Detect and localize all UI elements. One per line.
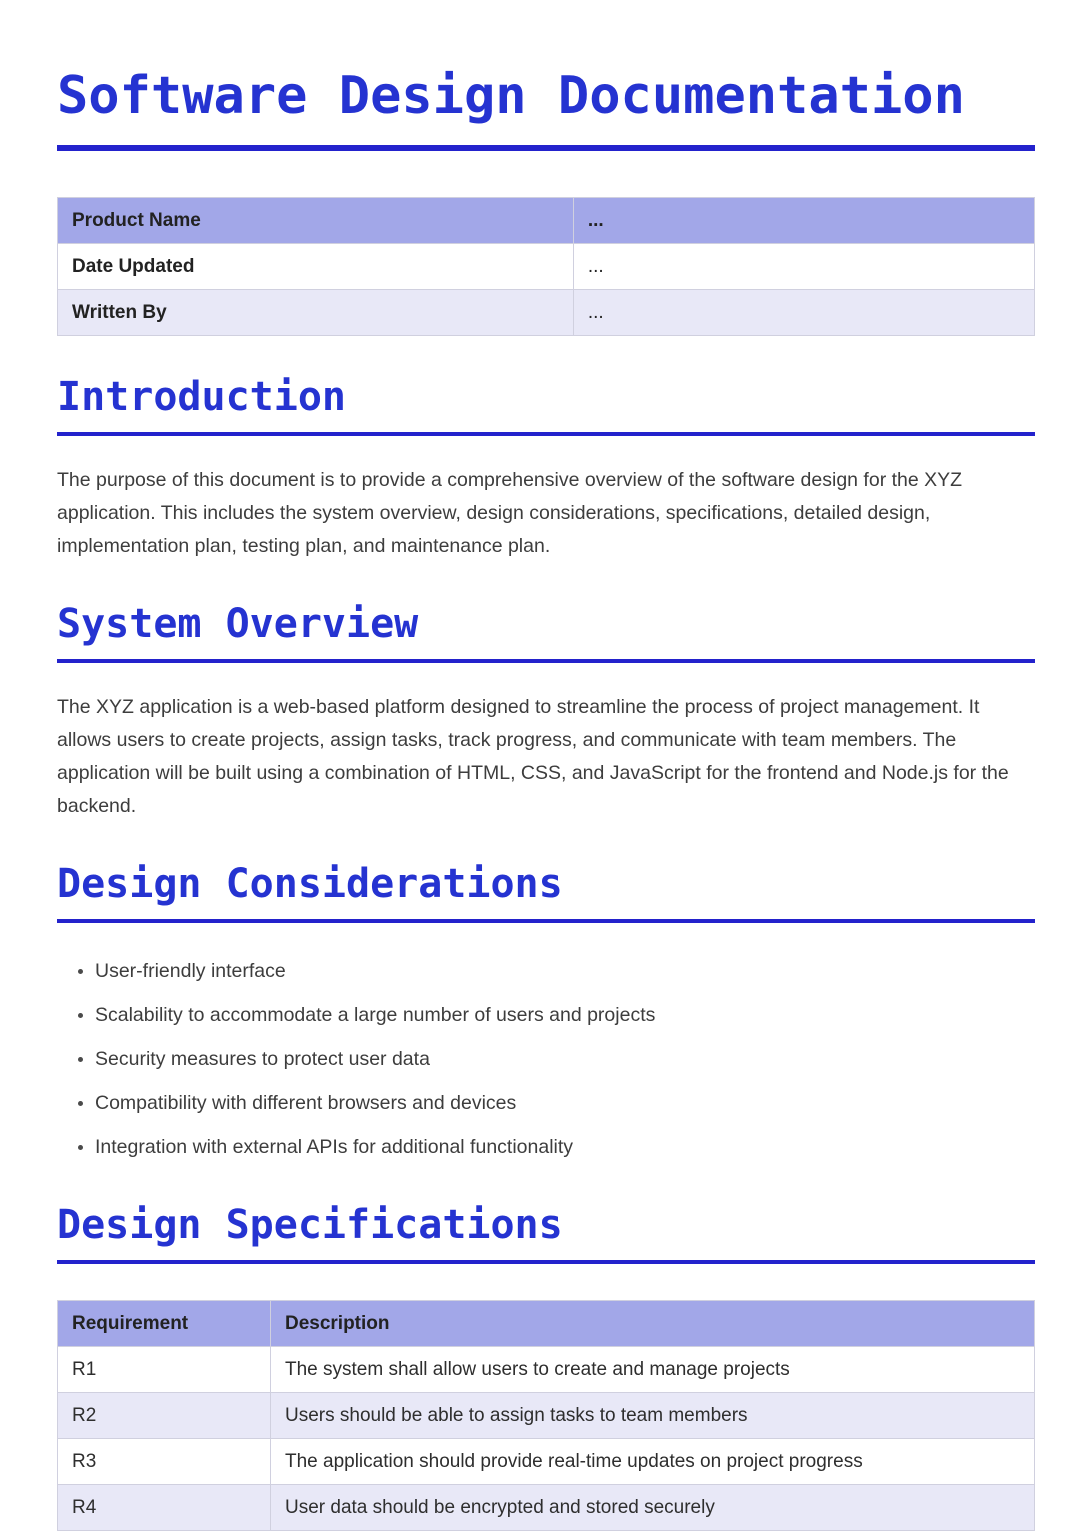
section-heading-design-considerations: Design Considerations [57, 859, 1035, 923]
requirements-header-cell: Requirement [58, 1301, 271, 1347]
list-item: Integration with external APIs for additional functionality [95, 1131, 1035, 1164]
section-heading-design-specifications: Design Specifications [57, 1200, 1035, 1264]
meta-label-product-name: Product Name [58, 198, 574, 244]
meta-label-written-by: Written By [58, 290, 574, 336]
requirement-id-cell: R3 [58, 1439, 271, 1485]
introduction-paragraph: The purpose of this document is to provide a comprehensive overview of the software design for the XYZ application. This includes the system overview, design considerations, specifications, detailed design, implementation plan, testing plan, and maintenance plan. [57, 469, 963, 557]
requirement-id-cell: R4 [58, 1485, 271, 1531]
document-title: Software Design Documentation [57, 64, 1035, 151]
meta-table-row [58, 290, 1035, 336]
section-heading-system-overview: System Overview [57, 599, 1035, 663]
requirements-table-header-row [58, 1301, 1035, 1347]
table-row [58, 1347, 1035, 1393]
meta-table [57, 197, 1035, 336]
requirement-id-cell: R1 [58, 1347, 271, 1393]
requirements-table [57, 1300, 1035, 1531]
list-item: Compatibility with different browsers and devices [95, 1087, 1035, 1120]
requirement-id-cell: R2 [58, 1393, 271, 1439]
meta-table-header-row [58, 198, 1035, 244]
requirement-description-cell: Users should be able to assign tasks to team members [270, 1393, 1034, 1439]
section-heading-introduction: Introduction [57, 372, 1035, 436]
requirement-description-cell: The system shall allow users to create and manage projects [270, 1347, 1034, 1393]
requirement-description-cell: User data should be encrypted and stored securely [270, 1485, 1034, 1531]
table-row [58, 1485, 1035, 1531]
table-row [58, 1393, 1035, 1439]
description-header-cell: Description [270, 1301, 1034, 1347]
meta-label-date-updated: Date Updated [58, 244, 574, 290]
list-item: User-friendly interface [95, 955, 1035, 988]
requirement-description-cell: The application should provide real-time updates on project progress [270, 1439, 1034, 1485]
list-item: Scalability to accommodate a large number of users and projects [95, 999, 1035, 1032]
meta-value-written-by: ... [573, 290, 1034, 336]
system-overview-paragraph: The XYZ application is a web-based platform designed to streamline the process of project management. It allows users to create projects, assign tasks, track progress, and communicate with team members. The application will be built using a combination of HTML, CSS, and JavaScript for the frontend and Node.js for the backend. [57, 696, 1009, 817]
design-considerations-list [57, 955, 1035, 1164]
table-row [58, 1439, 1035, 1485]
meta-value-date-updated: ... [573, 244, 1034, 290]
meta-table-row [58, 244, 1035, 290]
list-item: Security measures to protect user data [95, 1043, 1035, 1076]
meta-value-product-name: ... [573, 198, 1034, 244]
